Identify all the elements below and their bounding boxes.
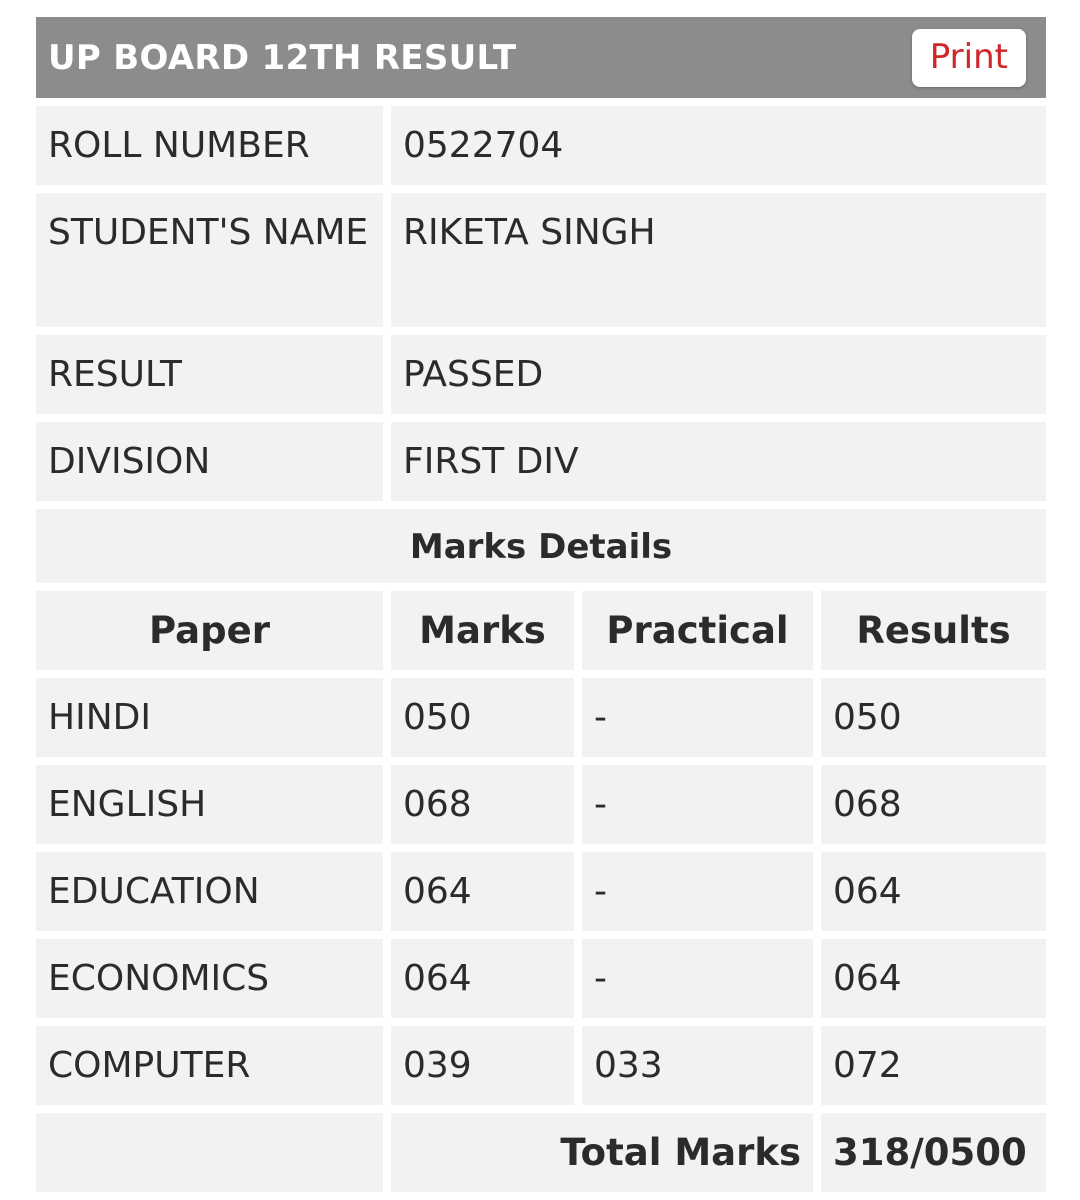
paper-cell: HINDI bbox=[36, 678, 383, 757]
marks-details-title: Marks Details bbox=[36, 509, 1046, 583]
table-row bbox=[36, 765, 1046, 844]
column-header-marks: Marks bbox=[391, 591, 574, 670]
result-cell: 050 bbox=[821, 678, 1046, 757]
paper-cell: ECONOMICS bbox=[36, 939, 383, 1018]
student-name-value: RIKETA SINGH bbox=[391, 193, 1046, 327]
page-title: UP BOARD 12TH RESULT bbox=[48, 37, 517, 78]
print-button[interactable]: Print bbox=[912, 29, 1026, 87]
result-table bbox=[28, 98, 1054, 1200]
result-cell: 064 bbox=[821, 939, 1046, 1018]
table-row bbox=[36, 678, 1046, 757]
student-name-label: STUDENT'S NAME bbox=[36, 193, 383, 327]
practical-cell: - bbox=[582, 852, 813, 931]
roll-number-label: ROLL NUMBER bbox=[36, 106, 383, 185]
marks-cell: 064 bbox=[391, 939, 574, 1018]
marks-cell: 068 bbox=[391, 765, 574, 844]
practical-cell: - bbox=[582, 939, 813, 1018]
result-card bbox=[36, 17, 1046, 1200]
roll-number-value: 0522704 bbox=[391, 106, 1046, 185]
table-row bbox=[36, 1026, 1046, 1105]
division-row bbox=[36, 422, 1046, 501]
paper-cell: EDUCATION bbox=[36, 852, 383, 931]
total-marks-label: Total Marks bbox=[391, 1113, 813, 1192]
paper-cell: ENGLISH bbox=[36, 765, 383, 844]
result-cell: 072 bbox=[821, 1026, 1046, 1105]
result-label: RESULT bbox=[36, 335, 383, 414]
result-row bbox=[36, 335, 1046, 414]
result-cell: 064 bbox=[821, 852, 1046, 931]
roll-number-row bbox=[36, 106, 1046, 185]
total-row bbox=[36, 1113, 1046, 1192]
practical-cell: - bbox=[582, 765, 813, 844]
student-name-row bbox=[36, 193, 1046, 327]
marks-header-row bbox=[36, 591, 1046, 670]
total-empty-cell bbox=[36, 1113, 383, 1192]
practical-cell: - bbox=[582, 678, 813, 757]
result-header bbox=[36, 17, 1046, 98]
marks-cell: 039 bbox=[391, 1026, 574, 1105]
column-header-results: Results bbox=[821, 591, 1046, 670]
division-label: DIVISION bbox=[36, 422, 383, 501]
column-header-practical: Practical bbox=[582, 591, 813, 670]
result-cell: 068 bbox=[821, 765, 1046, 844]
marks-cell: 064 bbox=[391, 852, 574, 931]
table-row bbox=[36, 939, 1046, 1018]
result-value: PASSED bbox=[391, 335, 1046, 414]
marks-cell: 050 bbox=[391, 678, 574, 757]
total-marks-value: 318/0500 bbox=[821, 1113, 1046, 1192]
table-row bbox=[36, 852, 1046, 931]
division-value: FIRST DIV bbox=[391, 422, 1046, 501]
marks-details-row bbox=[36, 509, 1046, 583]
column-header-paper: Paper bbox=[36, 591, 383, 670]
practical-cell: 033 bbox=[582, 1026, 813, 1105]
paper-cell: COMPUTER bbox=[36, 1026, 383, 1105]
